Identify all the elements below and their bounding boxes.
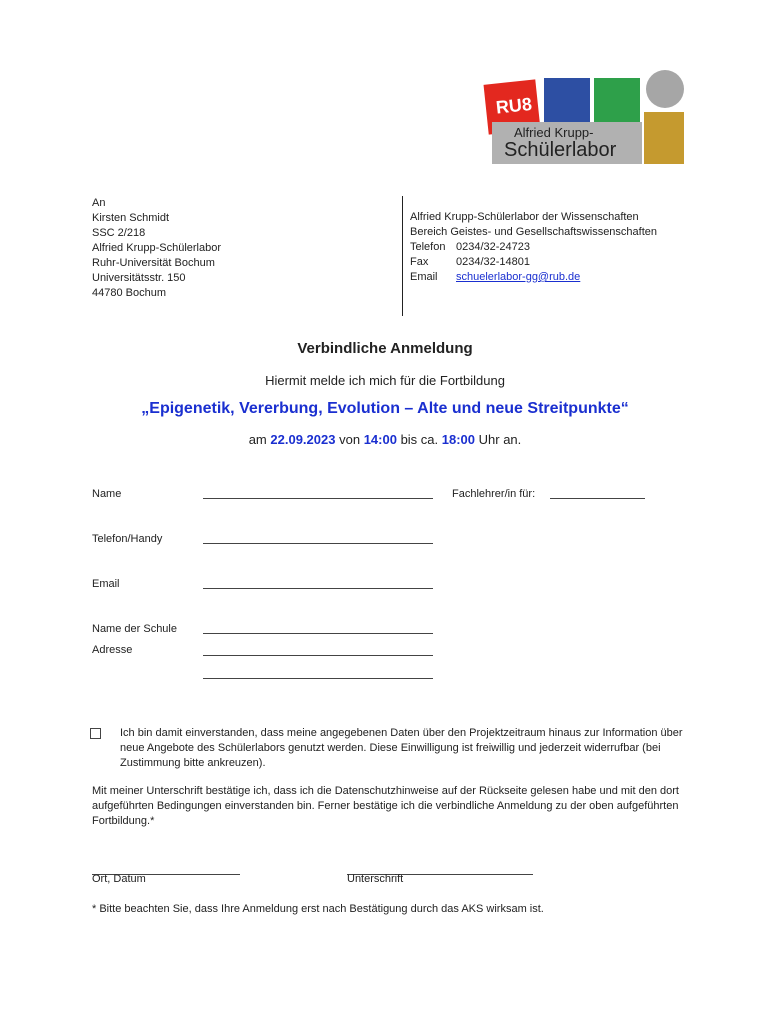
contact-key: Email [410,271,438,283]
logo-text-band [492,122,642,164]
sender-address [410,210,657,285]
schuelerlabor-logo [484,66,688,166]
signature-label: Unterschrift [347,873,404,885]
address-field-1[interactable] [203,655,433,656]
footnote: * Bitte beachten Sie, dass Ihre Anmeldung erst nach Bestätigung durch das AKS wirksam ist. [92,903,544,915]
logo-line-1: Alfried Krupp- [514,125,594,140]
page-title: Verbindliche Anmeldung [297,340,473,357]
name-label: Name [92,488,122,500]
email-label: Email [92,578,120,590]
recipient-line: Ruhr-Universität Bochum [92,257,215,269]
teacher-subject-field[interactable] [550,498,645,499]
date-suffix: Uhr an. [478,432,522,447]
rub-logo-text: RU8 [494,93,533,118]
place-date-label: Ort, Datum [92,873,146,885]
logo-blue-square [544,78,590,124]
name-field[interactable] [203,498,433,499]
address-divider [402,196,403,316]
contact-fax [410,255,657,270]
recipient-line: An [92,197,106,209]
from-word: von [339,432,361,447]
email-field[interactable] [203,588,433,589]
school-label: Name der Schule [92,623,177,635]
phone-field[interactable] [203,543,433,544]
course-date-line [0,432,770,447]
consent-text: Ich bin damit einverstanden, dass meine angegebenen Daten über den Projektzeitraum hinaus zur Information über neue Angebote des Schülerlabors genutzt werden. Diese Einwilligung ist freiwillig und jederzeit widerrufbar (bei Zustimmung bitte ankreuzen). [120,727,683,769]
date-prefix: am [248,432,267,447]
recipient-line: Kirsten Schmidt [92,212,170,224]
course-title: „Epigenetik, Vererbung, Evolution – Alte und neue Streitpunkte“ [141,400,629,417]
consent-checkbox[interactable] [90,728,101,739]
phone-label: Telefon/Handy [92,533,163,545]
contact-phone [410,240,657,255]
logo-gold-rectangle [644,112,684,164]
contact-value: 0234/32-14801 [456,256,531,268]
recipient-line: Universitätsstr. 150 [92,272,186,284]
logo-green-square [594,78,640,124]
end-time: 18:00 [441,432,476,447]
contact-key: Telefon [410,241,446,253]
signature-statement: Mit meiner Unterschrift bestätige ich, dass ich die Datenschutzhinweise auf der Rückseite gelesen habe und mit den dort aufgeführten Bedingungen einverstanden bin. Ferner bestätige ich die verbindliche Anmeldung zu der oben aufgeführten Fortbildung.* [92,785,679,827]
address-label: Adresse [92,644,133,656]
recipient-line: SSC 2/218 [92,227,146,239]
page-subtitle: Hiermit melde ich mich für die Fortbildung [265,373,505,388]
recipient-line: 44780 Bochum [92,287,166,299]
until-word: bis ca. [400,432,439,447]
contact-key: Fax [410,256,429,268]
recipient-line: Alfried Krupp-Schülerlabor [92,242,222,254]
contact-email [410,270,657,285]
email-link[interactable]: schuelerlabor-gg@rub.de [456,271,581,283]
logo-grey-circle [646,70,684,108]
course-date: 22.09.2023 [270,432,336,447]
address-field-2[interactable] [203,678,433,679]
logo-line-2: Schülerlabor [504,139,617,161]
start-time: 14:00 [363,432,397,447]
sender-line-1: Alfried Krupp-Schülerlabor der Wissenschaften [410,211,639,223]
teacher-label: Fachlehrer/in für: [452,488,536,500]
contact-value: 0234/32-24723 [456,241,531,253]
sender-line-2: Bereich Geistes- und Gesellschaftswissenschaften [410,226,658,238]
school-field[interactable] [203,633,433,634]
recipient-address [92,196,221,301]
